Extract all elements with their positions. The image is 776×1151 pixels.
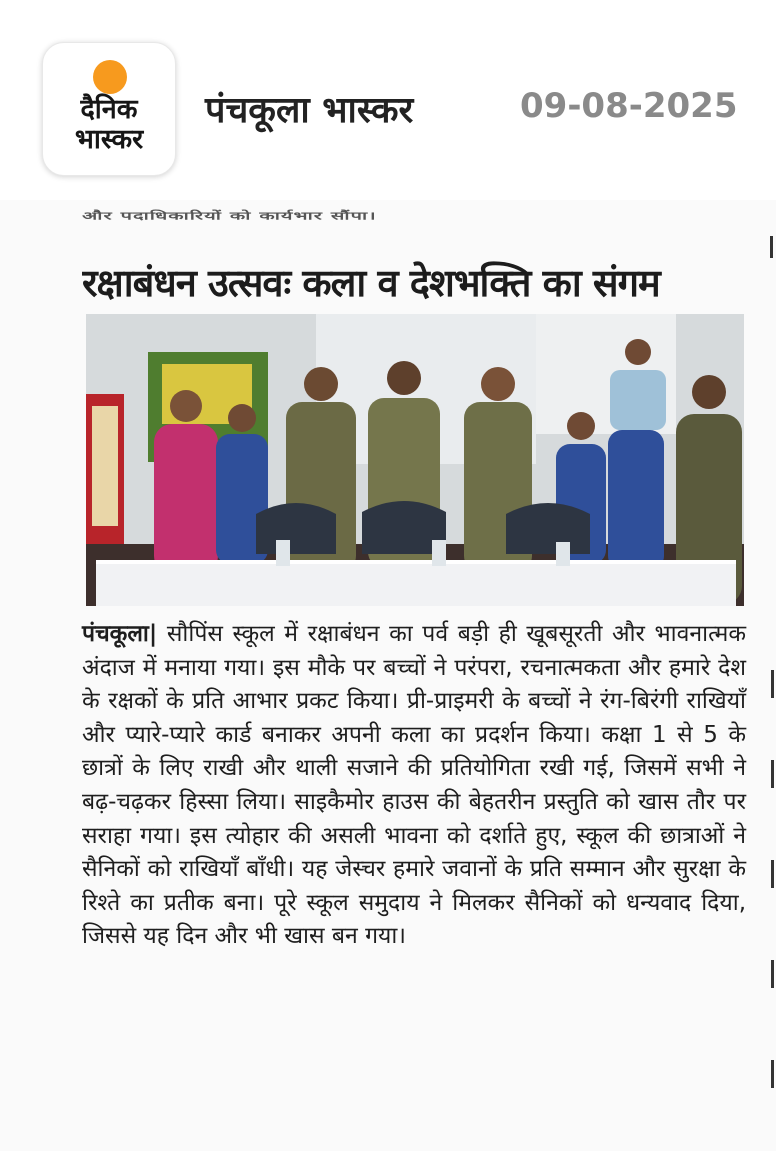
next-column-fragment <box>766 1060 776 1100</box>
next-column-fragment <box>766 236 776 276</box>
logo-text-line2: भास्कर <box>74 124 144 155</box>
article-photo <box>86 314 744 606</box>
article-dateline: पंचकूला| <box>82 621 158 647</box>
logo-text-line1: दैनिक <box>80 94 138 125</box>
previous-article-cut-line: और पदाधिकारियों को कार्यभार सौंपा। <box>82 209 377 223</box>
sun-icon <box>93 60 127 94</box>
next-column-fragment <box>766 760 776 800</box>
photo-illustration <box>86 314 744 606</box>
article-body <box>82 618 746 954</box>
article-body-text: सौपिंस स्कूल में रक्षाबंधन का पर्व बड़ी ही खूबसूरती और भावनात्मक अंदाज में मनाया गया। इस मौके पर बच्चों ने परंपरा, रचनात्मकता और हमारे देश के रक्षकों के प्रति आभार प्रकट किया। प्री-प्राइमरी के बच्चों ने रंग-बिरंगी राखियाँ और प्यारे-प्यारे कार्ड बनाकर अपनी कला का प्रदर्शन किया। कक्षा 1 से 5 के छात्रों के लिए राखी और थाली सजाने की प्रतियोगिता रखी गई, जिसमें सभी ने बढ़-चढ़कर हिस्सा लिया। साइकैमोर हाउस की बेहतरीन प्रस्तुति को खास तौर पर सराहा गया। इस त्योहार की असली भावना को दर्शाते हुए, स्कूल की छात्राओं ने सैनिकों को राखियाँ बाँधी। यह जेस्चर हमारे जवानों के प्रति सम्मान और सुरक्षा के रिश्ते का प्रतीक बना। पूरे स्कूल समुदाय ने मिलकर सैनिकों को धन्यवाद दिया, जिससे यह दिन और भी खास बन गया। <box>82 621 746 950</box>
dainik-bhaskar-logo <box>42 42 176 176</box>
article-headline: रक्षाबंधन उत्सवः कला व देशभक्ति का संगम <box>82 261 660 305</box>
edition-name: पंचकूला भास्कर <box>205 90 414 131</box>
next-column-fragment <box>766 670 776 710</box>
newspaper-clipping <box>0 200 776 1151</box>
edition-date: 09-08-2025 <box>520 86 738 126</box>
next-column-fragment <box>766 860 776 900</box>
next-column-fragment <box>766 960 776 1000</box>
header <box>0 0 776 200</box>
